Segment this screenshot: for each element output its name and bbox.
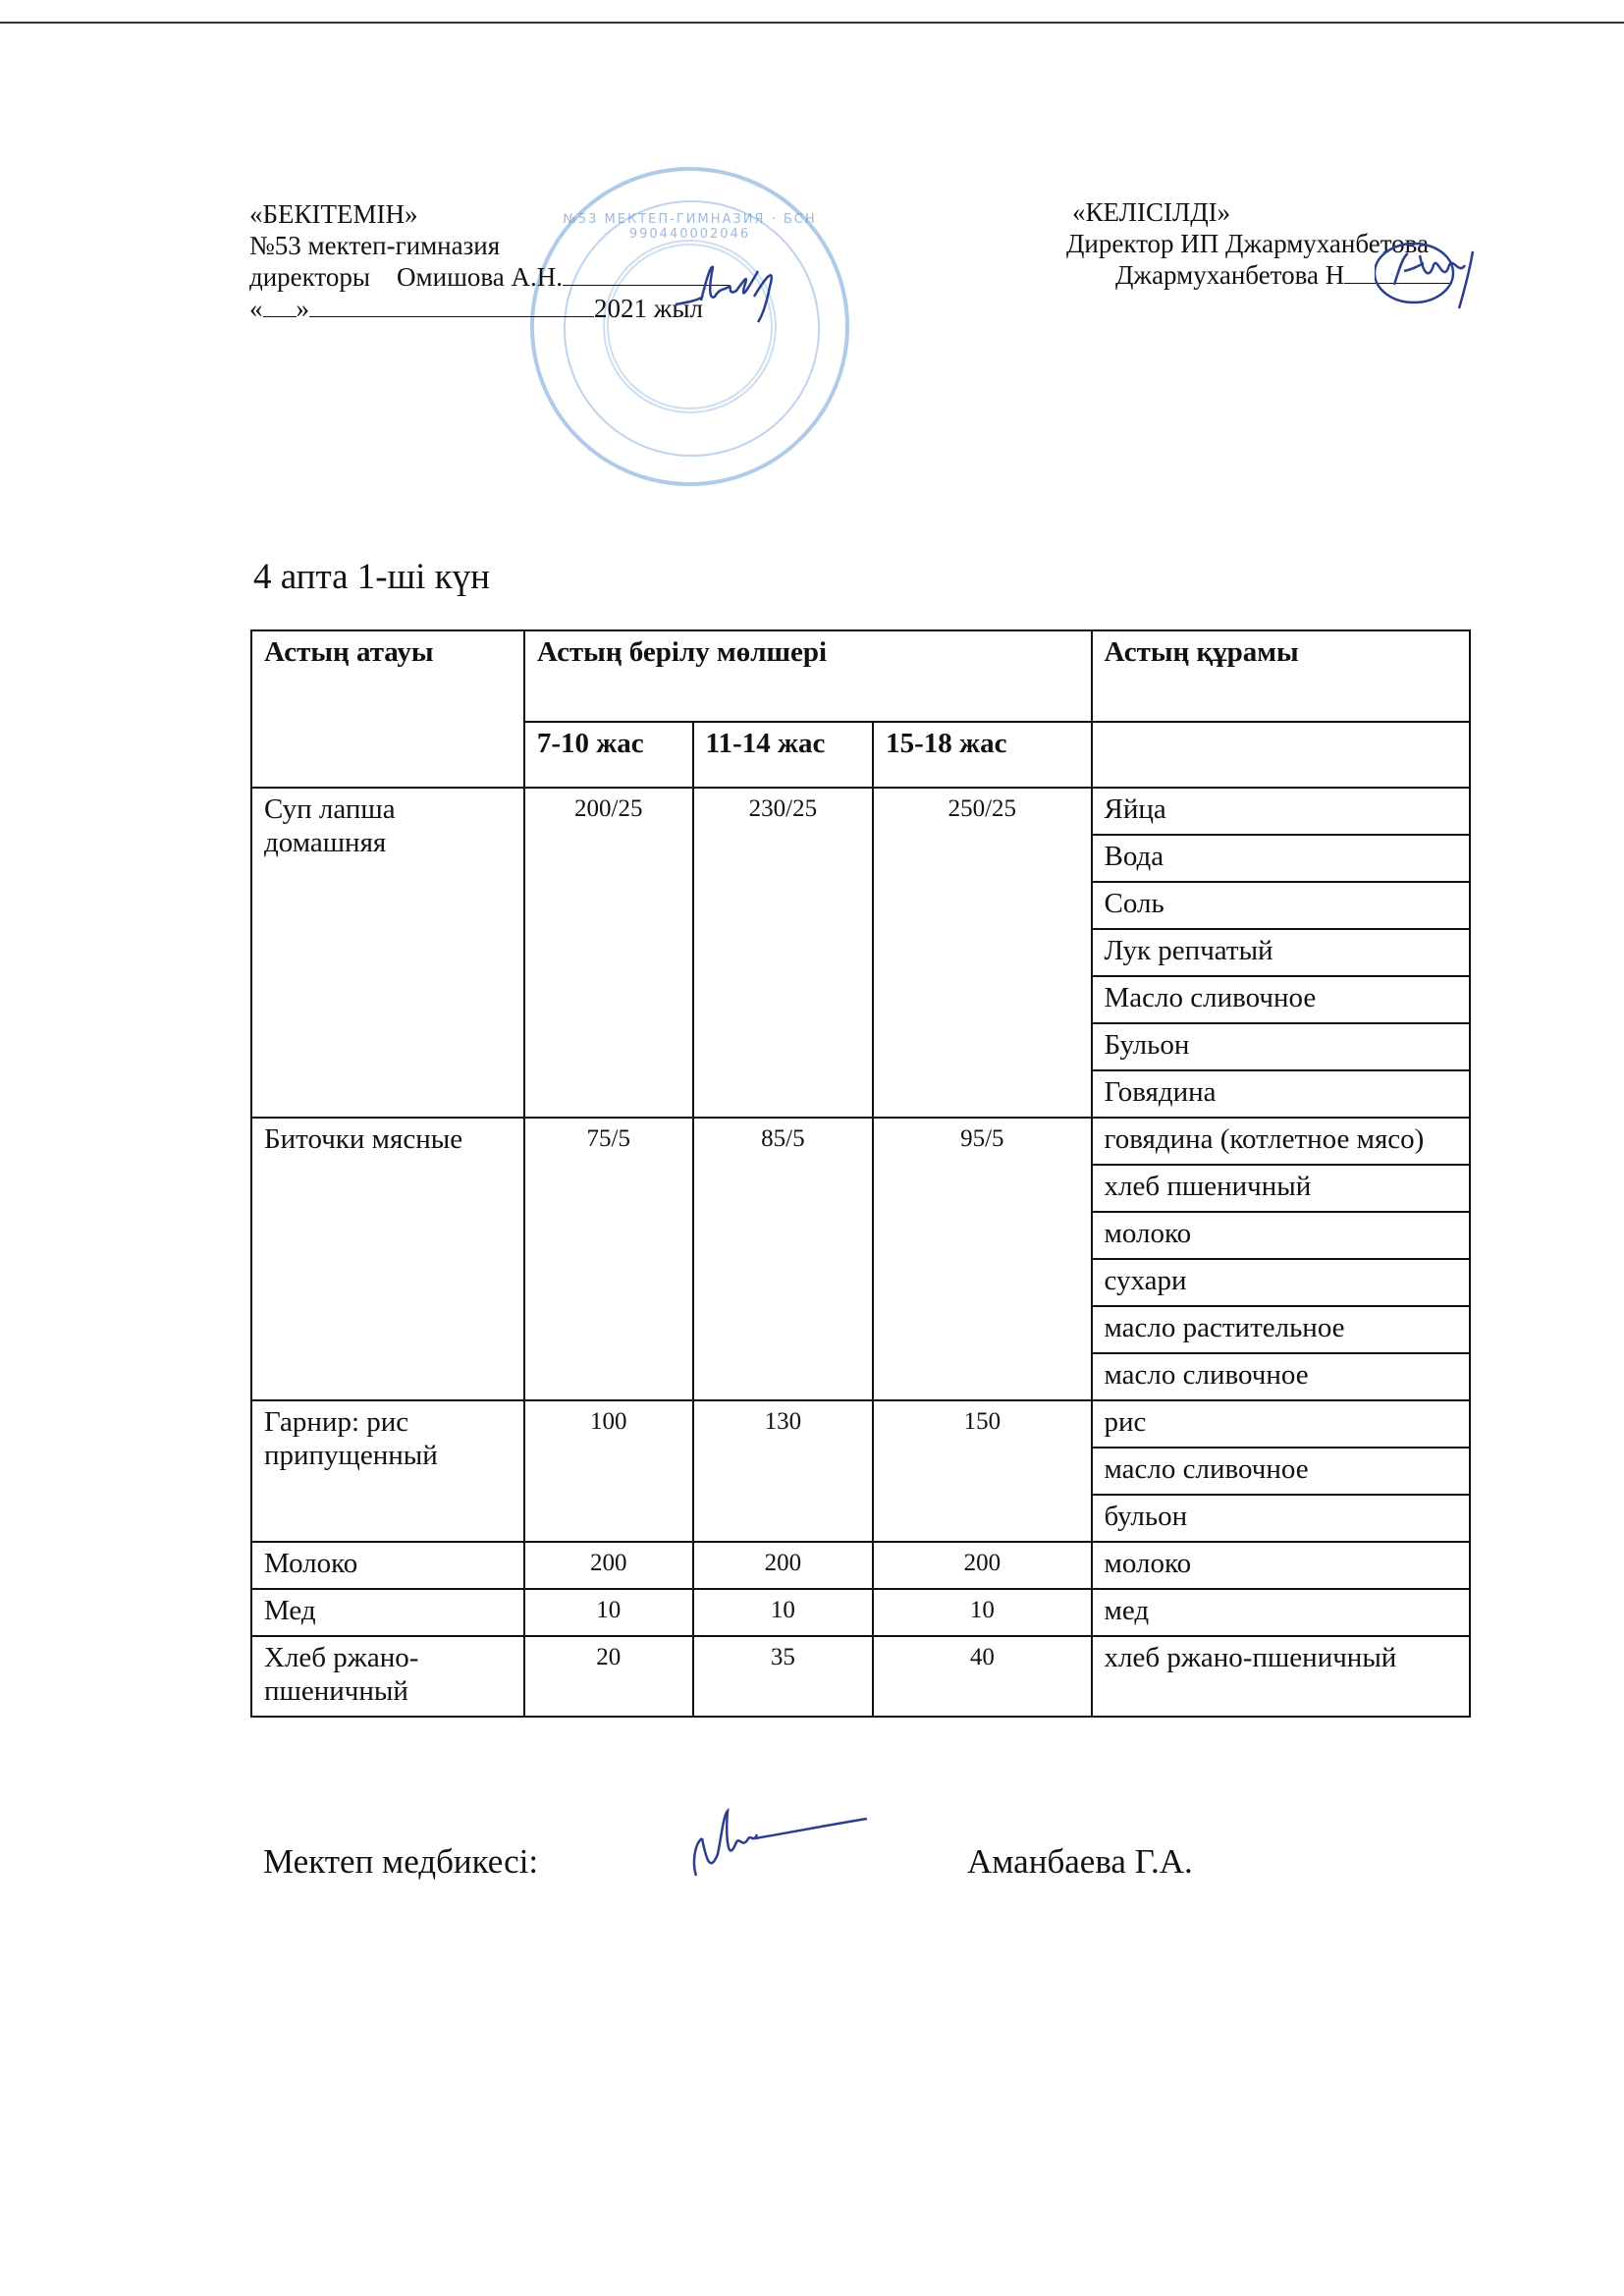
approval-year: 2021 жыл bbox=[594, 294, 704, 323]
qty-7-10: 100 bbox=[524, 1400, 693, 1542]
header-quantity: Астың берілу мөлшері bbox=[524, 630, 1092, 722]
approval-director-line bbox=[249, 261, 730, 293]
qty-11-14: 35 bbox=[693, 1636, 873, 1717]
date-close-quote: » bbox=[296, 294, 309, 323]
qty-7-10: 200 bbox=[524, 1542, 693, 1589]
qty-15-18: 250/25 bbox=[873, 788, 1091, 1118]
nurse-signature-icon bbox=[682, 1805, 879, 1884]
qty-7-10: 10 bbox=[524, 1589, 693, 1636]
ingredient: хлеб ржано-пшеничный bbox=[1092, 1636, 1470, 1717]
qty-15-18: 10 bbox=[873, 1589, 1091, 1636]
table-row bbox=[251, 1589, 1470, 1636]
ingredient: Яйца bbox=[1092, 788, 1470, 835]
stamp-text: №53 МЕКТЕП-ГИМНАЗИЯ · БСН 990440002046 bbox=[563, 212, 817, 242]
agreement-line1: Директор ИП Джармуханбетова bbox=[1066, 229, 1430, 258]
approval-heading: «БЕКІТЕМІН» bbox=[249, 199, 418, 229]
approval-name: Омишова А.Н. bbox=[397, 262, 563, 292]
ingredient: Соль bbox=[1092, 882, 1470, 929]
qty-7-10: 20 bbox=[524, 1636, 693, 1717]
header-dish-name: Астың атауы bbox=[251, 630, 524, 788]
approval-org: №53 мектеп-гимназия bbox=[249, 231, 501, 260]
director-signature-icon bbox=[668, 257, 815, 326]
table-row bbox=[251, 1636, 1470, 1717]
table-row bbox=[251, 1542, 1470, 1589]
dish-name: Гарнир: рис припущенный bbox=[251, 1400, 524, 1542]
ingredient: масло растительное bbox=[1092, 1306, 1470, 1353]
ingredient: молоко bbox=[1092, 1542, 1470, 1589]
ingredient: Говядина bbox=[1092, 1070, 1470, 1118]
header-age-11-14: 11-14 жас bbox=[693, 722, 873, 788]
date-open-quote: « bbox=[249, 294, 263, 323]
header-age-15-18: 15-18 жас bbox=[873, 722, 1091, 788]
agreement-name: Джармуханбетова Н bbox=[1115, 260, 1345, 290]
qty-11-14: 200 bbox=[693, 1542, 873, 1589]
qty-11-14: 230/25 bbox=[693, 788, 873, 1118]
table-row bbox=[251, 788, 1470, 835]
qty-15-18: 40 bbox=[873, 1636, 1091, 1717]
approval-date-line bbox=[249, 293, 730, 324]
page-top-border bbox=[0, 22, 1624, 24]
qty-15-18: 200 bbox=[873, 1542, 1091, 1589]
ingredient: Вода bbox=[1092, 835, 1470, 882]
header-composition-empty bbox=[1092, 722, 1470, 788]
qty-11-14: 10 bbox=[693, 1589, 873, 1636]
nurse-label: Мектеп медбикесі: bbox=[263, 1842, 539, 1881]
dish-name: Мед bbox=[251, 1589, 524, 1636]
qty-11-14: 130 bbox=[693, 1400, 873, 1542]
qty-15-18: 150 bbox=[873, 1400, 1091, 1542]
dish-name: Суп лапша домашняя bbox=[251, 788, 524, 1118]
dish-name: Хлеб ржано-пшеничный bbox=[251, 1636, 524, 1717]
header-row bbox=[251, 630, 1470, 722]
agreement-heading: «КЕЛІСІЛДІ» bbox=[1072, 197, 1231, 227]
ingredient: бульон bbox=[1092, 1495, 1470, 1542]
table-row bbox=[251, 1400, 1470, 1448]
ingredient: Масло сливочное bbox=[1092, 976, 1470, 1023]
qty-11-14: 85/5 bbox=[693, 1118, 873, 1400]
dish-name: Молоко bbox=[251, 1542, 524, 1589]
qty-15-18: 95/5 bbox=[873, 1118, 1091, 1400]
menu-table bbox=[250, 629, 1471, 1718]
ingredient: хлеб пшеничный bbox=[1092, 1165, 1470, 1212]
ingredient: масло сливочное bbox=[1092, 1353, 1470, 1400]
page-title: 4 апта 1-ші күн bbox=[253, 557, 490, 597]
header-age-7-10: 7-10 жас bbox=[524, 722, 693, 788]
approval-block bbox=[249, 198, 730, 324]
approval-role: директоры bbox=[249, 262, 371, 292]
ip-director-signature-icon bbox=[1375, 236, 1532, 324]
dish-name: Биточки мясные bbox=[251, 1118, 524, 1400]
table-row bbox=[251, 1118, 1470, 1165]
ingredient: Бульон bbox=[1092, 1023, 1470, 1070]
date-month-blank bbox=[309, 316, 594, 317]
qty-7-10: 75/5 bbox=[524, 1118, 693, 1400]
ingredient: говядина (котлетное мясо) bbox=[1092, 1118, 1470, 1165]
ingredient: рис bbox=[1092, 1400, 1470, 1448]
ingredient: масло сливочное bbox=[1092, 1448, 1470, 1495]
ingredient: сухари bbox=[1092, 1259, 1470, 1306]
header-composition: Астың құрамы bbox=[1092, 630, 1470, 722]
ingredient: молоко bbox=[1092, 1212, 1470, 1259]
qty-7-10: 200/25 bbox=[524, 788, 693, 1118]
nurse-name: Аманбаева Г.А. bbox=[967, 1842, 1193, 1881]
ingredient: мед bbox=[1092, 1589, 1470, 1636]
ingredient: Лук репчатый bbox=[1092, 929, 1470, 976]
date-day-blank bbox=[263, 316, 297, 317]
